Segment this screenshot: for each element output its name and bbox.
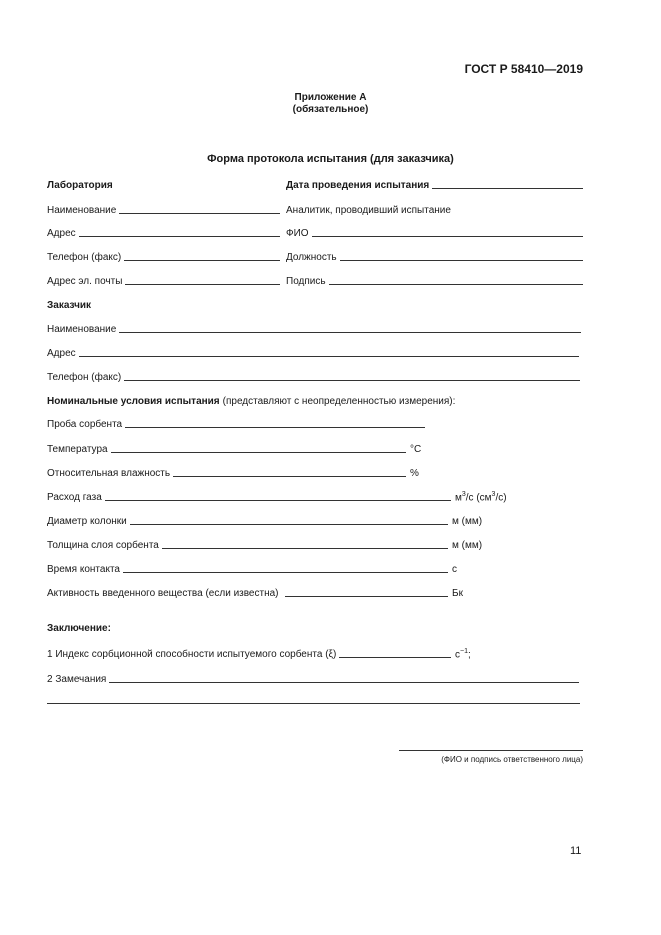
form-title: Форма протокола испытания (для заказчика) <box>207 153 454 165</box>
condition-row <box>47 537 489 551</box>
lab-email-field[interactable] <box>125 273 280 285</box>
remarks-label: 2 Замечания <box>47 674 107 685</box>
fio-row <box>286 225 583 239</box>
sorption-index-field[interactable] <box>339 646 451 658</box>
signature-label: Подпись <box>286 276 326 287</box>
lab-email-label: Адрес эл. почты <box>47 276 123 287</box>
customer-address-field[interactable] <box>79 345 579 357</box>
position-field[interactable] <box>340 249 583 261</box>
lab-address-label: Адрес <box>47 228 76 239</box>
conclusion-item1-row <box>47 646 477 660</box>
customer-name-field[interactable] <box>119 321 581 333</box>
lab-name-field[interactable] <box>119 202 280 214</box>
humidity-label: Относительная влажность <box>47 468 171 479</box>
conclusion-heading: Заключение: <box>47 623 111 634</box>
conclusion-heading-row <box>47 620 347 634</box>
gas-flow-field[interactable] <box>105 489 451 501</box>
contact-time-field[interactable] <box>123 561 448 573</box>
lab-address-field[interactable] <box>79 225 280 237</box>
gas-flow-label: Расход газа <box>47 492 102 503</box>
customer-address-row <box>47 345 579 359</box>
condition-row <box>47 441 467 455</box>
analyst-row <box>286 202 583 216</box>
customer-name-row <box>47 321 581 335</box>
column-diameter-label: Диаметр колонки <box>47 516 127 527</box>
remarks-extra-line[interactable] <box>47 703 580 704</box>
test-date-row <box>286 177 583 191</box>
humidity-field[interactable] <box>173 465 406 477</box>
column-diameter-field[interactable] <box>130 513 448 525</box>
activity-field[interactable] <box>285 585 449 597</box>
layer-thickness-field[interactable] <box>162 537 448 549</box>
sorbent-sample-field[interactable] <box>125 416 425 428</box>
fio-label: ФИО <box>286 228 309 239</box>
temperature-field[interactable] <box>111 441 406 453</box>
customer-heading-row <box>47 297 347 311</box>
analyst-label: Аналитик, проводивший испытание <box>286 205 451 216</box>
condition-row <box>47 489 519 503</box>
condition-row <box>47 465 467 479</box>
contact-time-label: Время контакта <box>47 564 120 575</box>
remarks-field[interactable] <box>109 671 579 683</box>
lab-email-row <box>47 273 280 287</box>
lab-phone-row <box>47 249 280 263</box>
signature-caption: (ФИО и подпись ответственного лица) <box>441 755 583 764</box>
customer-heading: Заказчик <box>47 300 92 311</box>
customer-address-label: Адрес <box>47 348 76 359</box>
sorbent-sample-label: Проба сорбента <box>47 419 123 430</box>
appendix-subtitle: (обязательное) <box>292 104 369 115</box>
position-label: Должность <box>286 252 337 263</box>
test-date-label: Дата проведения испытания <box>286 180 430 191</box>
condition-row <box>47 585 469 599</box>
customer-name-label: Наименование <box>47 324 117 335</box>
layer-thickness-label: Толщина слоя сорбента <box>47 540 159 551</box>
condition-row <box>47 513 489 527</box>
conclusion-item2-row <box>47 671 579 685</box>
position-row <box>286 249 583 263</box>
customer-phone-label: Телефон (факс) <box>47 372 122 383</box>
customer-phone-row <box>47 369 580 383</box>
signature-row <box>286 273 583 287</box>
activity-unit: Бк <box>452 588 463 599</box>
lab-phone-field[interactable] <box>124 249 280 261</box>
fio-field[interactable] <box>312 225 583 237</box>
lab-address-row <box>47 225 280 239</box>
column-diameter-unit: м (мм) <box>452 516 483 527</box>
signature-field[interactable] <box>329 273 583 285</box>
temperature-unit: °С <box>410 444 422 455</box>
test-date-field[interactable] <box>432 177 583 189</box>
document-id: ГОСТ Р 58410—2019 <box>464 62 583 76</box>
laboratory-heading: Лаборатория <box>47 180 113 191</box>
lab-phone-label: Телефон (факс) <box>47 252 122 263</box>
condition-row <box>47 561 467 575</box>
gas-flow-unit: $м^3/с$ $(см^3/с)$ <box>455 490 507 503</box>
laboratory-heading-row <box>47 177 277 191</box>
page-number: 11 <box>570 845 582 857</box>
activity-label: Активность введенного вещества (если известна) <box>47 588 279 599</box>
customer-phone-field[interactable] <box>124 369 580 381</box>
conditions-note: (представляют с неопределенностью измерения): <box>222 396 456 407</box>
lab-name-row <box>47 202 280 216</box>
contact-time-unit: с <box>452 564 457 575</box>
sorption-index-unit: $с^{-1}$; <box>455 647 471 660</box>
layer-thickness-unit: м (мм) <box>452 540 483 551</box>
conditions-heading-row <box>47 393 581 407</box>
humidity-unit: % <box>410 468 419 479</box>
condition-row <box>47 416 425 430</box>
appendix-title: Приложение А <box>294 92 367 103</box>
sorption-index-label: 1 Индекс сорбционной способности испытуемого сорбента (ξ) <box>47 649 337 660</box>
responsible-signature-line[interactable] <box>399 750 583 751</box>
temperature-label: Температура <box>47 444 108 455</box>
conditions-heading: Номинальные условия испытания <box>47 396 220 407</box>
lab-name-label: Наименование <box>47 205 117 216</box>
